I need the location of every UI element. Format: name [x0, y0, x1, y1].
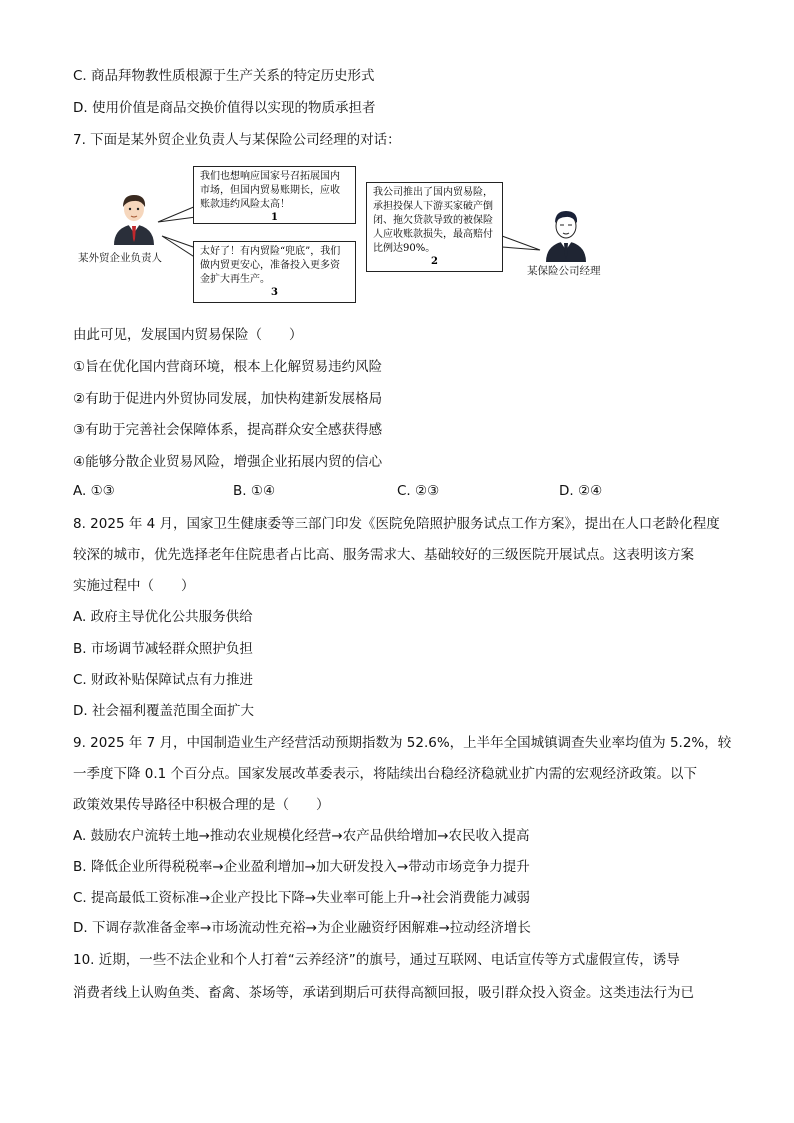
statement-3: ③有助于完善社会保障体系，提高群众安全感获得感	[73, 422, 383, 438]
question-7-options	[73, 483, 723, 503]
manager-label: 某保险公司经理	[527, 265, 601, 277]
dialogue-figure	[0, 0, 794, 330]
question-7-lead: 由此可见，发展国内贸易保险（ ）	[73, 327, 303, 343]
statement-2: ②有助于促进内外贸协同发展，加快构建新发展格局	[73, 391, 383, 407]
option-8d: D. 社会福利覆盖范围全面扩大	[73, 703, 254, 719]
question-10-line-2: 消费者线上认购鱼类、畜禽、茶场等，承诺到期后可获得高额回报，吸引群众投入资金。这类违法行为已	[73, 985, 694, 1001]
option-7d: D. ②④	[559, 483, 603, 499]
bubble-3-text: 太好了！有内贸险“兜底”，我们做内贸更安心，准备投入更多资金扩大再生产。	[200, 246, 341, 285]
statement-4: ④能够分散企业贸易风险，增强企业拓展内贸的信心	[73, 454, 383, 470]
bubble-2-number: 2	[431, 256, 438, 267]
option-9a: A. 鼓励农户流转土地→推动农业规模化经营→农产品供给增加→农民收入提高	[73, 828, 530, 844]
question-9-line-2: 一季度下降 0.1 个百分点。国家发展改革委表示，将陆续出台稳经济稳就业扩内需的宏观经济政策。以下	[73, 766, 698, 782]
bubble-2-text: 我公司推出了国内贸易险，承担投保人下游买家破产倒闭、拖欠贷款导致的被保险人应收账款损失，最高赔付比例达90%。	[373, 187, 493, 254]
bubble-tails	[0, 0, 794, 330]
bubble-1-text: 我们也想响应国家号召拓展国内市场，但国内贸易账期长，应收账款违约风险太高！	[200, 171, 340, 210]
option-9b: B. 降低企业所得税税率→企业盈利增加→加大研发投入→带动市场竞争力提升	[73, 859, 530, 875]
option-6d: D. 使用价值是商品交换价值得以实现的物质承担者	[73, 100, 376, 116]
statement-1: ①旨在优化国内营商环境，根本上化解贸易违约风险	[73, 359, 383, 375]
option-9c: C. 提高最低工资标准→企业产投比下降→失业率可能上升→社会消费能力减弱	[73, 890, 530, 906]
question-9-line-3: 政策效果传导路径中积极合理的是（ ）	[73, 797, 330, 813]
option-7b: B. ①④	[233, 483, 276, 499]
option-9d: D. 下调存款准备金率→市场流动性充裕→为企业融资纾困解难→拉动经济增长	[73, 920, 531, 936]
option-7c: C. ②③	[397, 483, 440, 499]
option-8b: B. 市场调节减轻群众照护负担	[73, 641, 253, 657]
speech-bubble-3	[193, 241, 356, 303]
bubble-1-number: 1	[271, 212, 278, 223]
speech-bubble-1	[193, 166, 356, 224]
option-8c: C. 财政补贴保障试点有力推进	[73, 672, 254, 688]
option-7a: A. ①③	[73, 483, 115, 499]
question-9-line-1: 9. 2025 年 7 月，中国制造业生产经营活动预期指数为 52.6%，上半年全国城镇调查失业率均值为 5.2%，较	[73, 735, 732, 751]
question-7-stem: 7. 下面是某外贸企业负责人与某保险公司经理的对话：	[73, 132, 401, 148]
businessman-label: 某外贸企业负责人	[78, 252, 162, 264]
question-8-line-2: 较深的城市，优先选择老年住院患者占比高、服务需求大、基础较好的三级医院开展试点。这表明该方案	[73, 547, 694, 563]
question-10-line-1: 10. 近期，一些不法企业和个人打着“云养经济”的旗号，通过互联网、电话宣传等方式虚假宣传，诱导	[73, 952, 680, 968]
question-8-line-1: 8. 2025 年 4 月，国家卫生健康委等三部门印发《医院免陪照护服务试点工作方案》，提出在人口老龄化程度	[73, 516, 720, 532]
option-8a: A. 政府主导优化公共服务供给	[73, 609, 253, 625]
bubble-3-number: 3	[271, 287, 278, 298]
question-8-line-3: 实施过程中（ ）	[73, 578, 195, 594]
speech-bubble-2	[366, 182, 503, 272]
option-6c: C. 商品拜物教性质根源于生产关系的特定历史形式	[73, 68, 375, 84]
